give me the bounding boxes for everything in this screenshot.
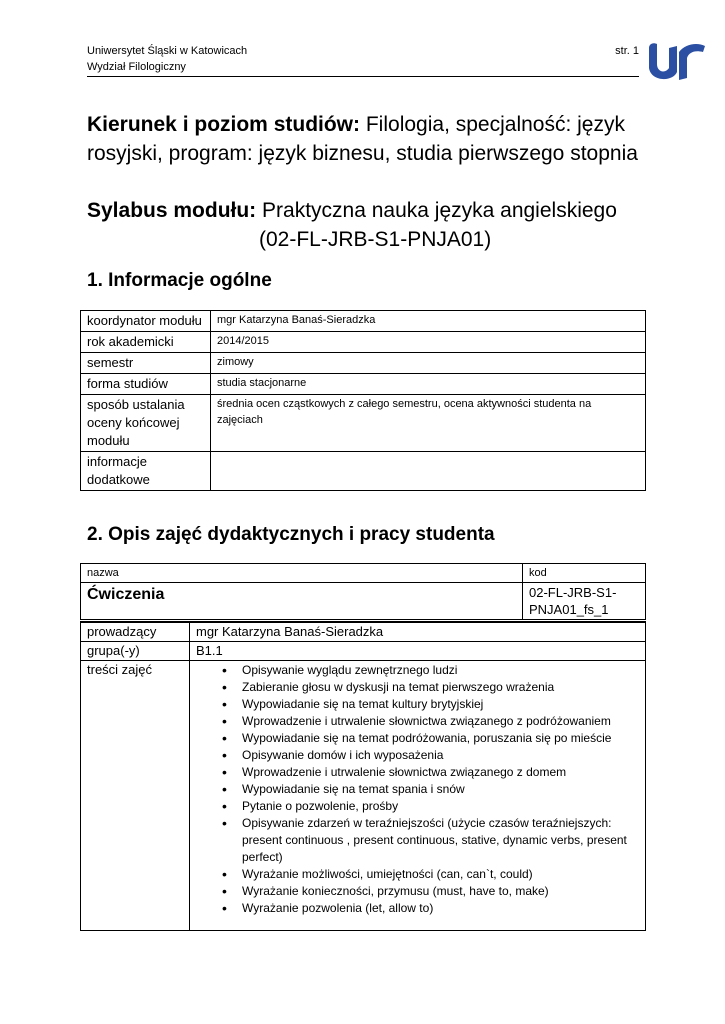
list-item: • Opisywanie zdarzeń w teraźniejszości (użycie czasów teraźniejszych: present continuous , present continuous, stative, dynamic verbs, present perfect) [196,815,639,866]
section-2-heading: 2. Opis zajęć dydaktycznych i pracy studenta [87,524,495,545]
module-name-table [80,563,646,620]
name-label: nazwa [81,564,523,583]
content-list [196,662,639,929]
table-row [81,311,646,332]
page-number: str. 1 [615,45,639,57]
syllabus-value: Praktyczna nauka języka angielskiego [262,199,617,222]
list-item: • Wyrażanie pozwolenia (let, allow to) [196,900,639,917]
list-item: • Wprowadzenie i utrwalenie słownictwa związanego z domem [196,764,639,781]
row-key: forma studiów [81,374,211,395]
class-name: Ćwiczenia [81,583,523,620]
list-item: • Wypowiadanie się na temat podróżowania, poruszania się po mieście [196,730,639,747]
list-item: • Opisywanie domów i ich wyposażenia [196,747,639,764]
syllabus-code: (02-FL-JRB-S1-PNJA01) [259,228,492,251]
list-item: • Wyrażanie konieczności, przymusu (must, have to, make) [196,883,639,900]
table-row [81,661,646,931]
class-details-table [80,621,646,931]
list-item: • Wypowiadanie się na temat spania i snów [196,781,639,798]
list-item: • Wyrażanie możliwości, umiejętności (can, can`t, could) [196,866,639,883]
row-value: zimowy [211,353,646,374]
table-row [81,374,646,395]
list-item: • Wprowadzenie i utrwalenie słownictwa związanego z podróżowaniem [196,713,639,730]
list-item: • Zabieranie głosu w dyskusji na temat pierwszego wrażenia [196,679,639,696]
table-row [81,332,646,353]
lecturer-value: mgr Katarzyna Banaś-Sieradzka [190,622,646,642]
university-name: Uniwersytet Śląski w Katowicach [87,45,248,57]
direction-title [87,110,647,168]
list-item: • Pytanie o pozwolenie, prośby [196,798,639,815]
content-cell [190,661,646,931]
row-value: studia stacjonarne [211,374,646,395]
direction-label: Kierunek i poziom studiów: [87,113,361,136]
table-row [81,642,646,661]
row-key: rok akademicki [81,332,211,353]
faculty-name: Wydział Filologiczny [87,61,186,73]
row-value: średnia ocen cząstkowych z całego semestru, ocena aktywności studenta na zajęciach [211,395,646,452]
general-info-table [80,310,646,491]
row-key: sposób ustalania oceny końcowej modułu [81,395,211,452]
page-header [87,43,639,75]
table-row [81,353,646,374]
group-value: B1.1 [190,642,646,661]
syllabus-title [87,196,647,254]
group-label: grupa(-y) [81,642,190,661]
direction-value: Filologia, specjalność: język rosyjski, program: język biznesu, studia pierwszego stopnia [87,113,638,165]
table-row [81,395,646,452]
list-item: • Wypowiadanie się na temat kultury brytyjskiej [196,696,639,713]
row-key: koordynator modułu [81,311,211,332]
code-label: kod [523,564,646,583]
row-value [211,452,646,491]
table-row [81,622,646,642]
row-value: mgr Katarzyna Banaś-Sieradzka [211,311,646,332]
class-code: 02-FL-JRB-S1-PNJA01_fs_1 [523,583,646,620]
content-label: treści zajęć [81,661,190,931]
row-key: informacje dodatkowe [81,452,211,491]
row-key: semestr [81,353,211,374]
row-value: 2014/2015 [211,332,646,353]
syllabus-label: Sylabus modułu: [87,199,257,222]
header-divider [87,76,639,77]
section-1-heading: 1. Informacje ogólne [87,270,272,291]
lecturer-label: prowadzący [81,622,190,642]
table-header-row [81,564,646,583]
list-item: • Opisywanie wyglądu zewnętrznego ludzi [196,662,639,679]
table-row [81,452,646,491]
university-logo-icon [645,42,707,82]
table-row [81,583,646,620]
